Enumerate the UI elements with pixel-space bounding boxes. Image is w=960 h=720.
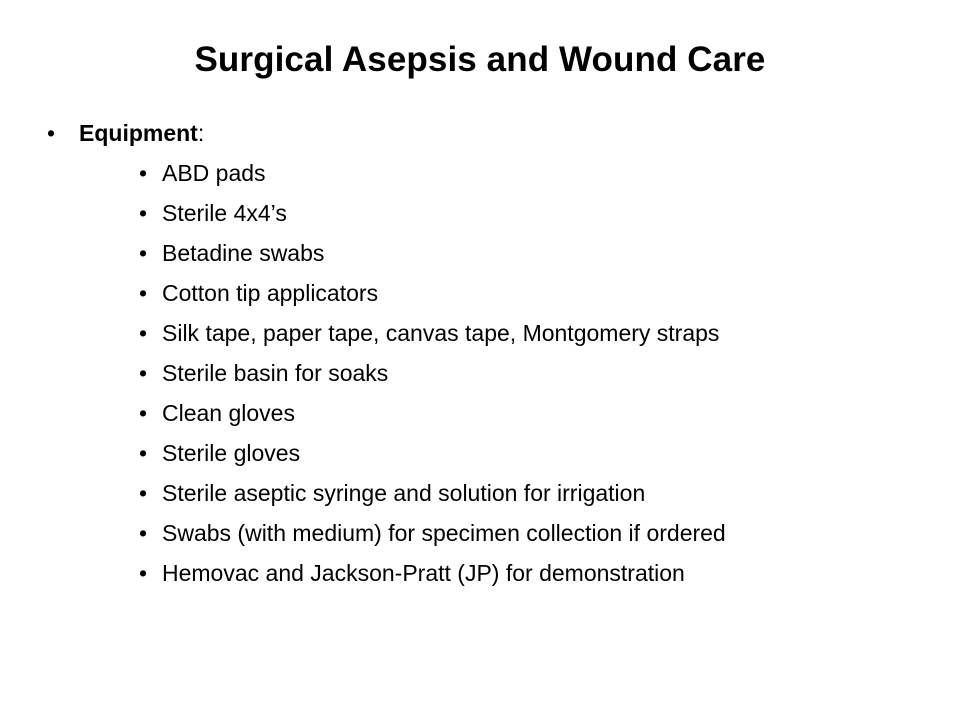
equipment-list: [139, 161, 939, 601]
list-item-text: Swabs (with medium) for specimen collection if ordered: [162, 520, 726, 546]
list-item: [139, 281, 939, 305]
bullet-icon: •: [139, 480, 148, 506]
list-item-text: Sterile basin for soaks: [162, 360, 389, 386]
list-item-text: Sterile 4x4’s: [162, 200, 287, 226]
list-item: [139, 201, 939, 225]
list-item-text: ABD pads: [162, 160, 266, 186]
list-item: [139, 161, 939, 185]
list-item: [139, 401, 939, 425]
list-item-text: Sterile aseptic syringe and solution for irrigation: [162, 480, 646, 506]
equipment-label: Equipment: [79, 120, 198, 146]
list-item: [139, 321, 939, 345]
bullet-icon: •: [139, 160, 148, 186]
list-item: [139, 481, 939, 505]
list-item-text: Hemovac and Jackson-Pratt (JP) for demonstration: [162, 560, 685, 586]
list-item: [139, 361, 939, 385]
list-item-text: Betadine swabs: [162, 240, 325, 266]
list-item: [139, 441, 939, 465]
list-item: [139, 241, 939, 265]
list-item: [139, 561, 939, 585]
bullet-icon: •: [139, 440, 148, 466]
list-item-text: Silk tape, paper tape, canvas tape, Montgomery straps: [162, 320, 720, 346]
equipment-colon: :: [197, 120, 205, 146]
bullet-icon: •: [139, 520, 148, 546]
bullet-icon: •: [139, 560, 148, 586]
bullet-icon: •: [139, 320, 148, 346]
bullet-icon: •: [47, 120, 56, 146]
slide-title: Surgical Asepsis and Wound Care: [194, 40, 766, 79]
bullet-icon: •: [139, 240, 148, 266]
list-item-text: Sterile gloves: [162, 440, 301, 466]
bullet-icon: •: [139, 400, 148, 426]
bullet-icon: •: [139, 200, 148, 226]
bullet-icon: •: [139, 360, 148, 386]
list-item-text: Clean gloves: [162, 400, 295, 426]
equipment-heading: [79, 118, 204, 148]
list-item: [139, 521, 939, 545]
bullet-icon: •: [139, 280, 148, 306]
list-item-text: Cotton tip applicators: [162, 280, 379, 306]
